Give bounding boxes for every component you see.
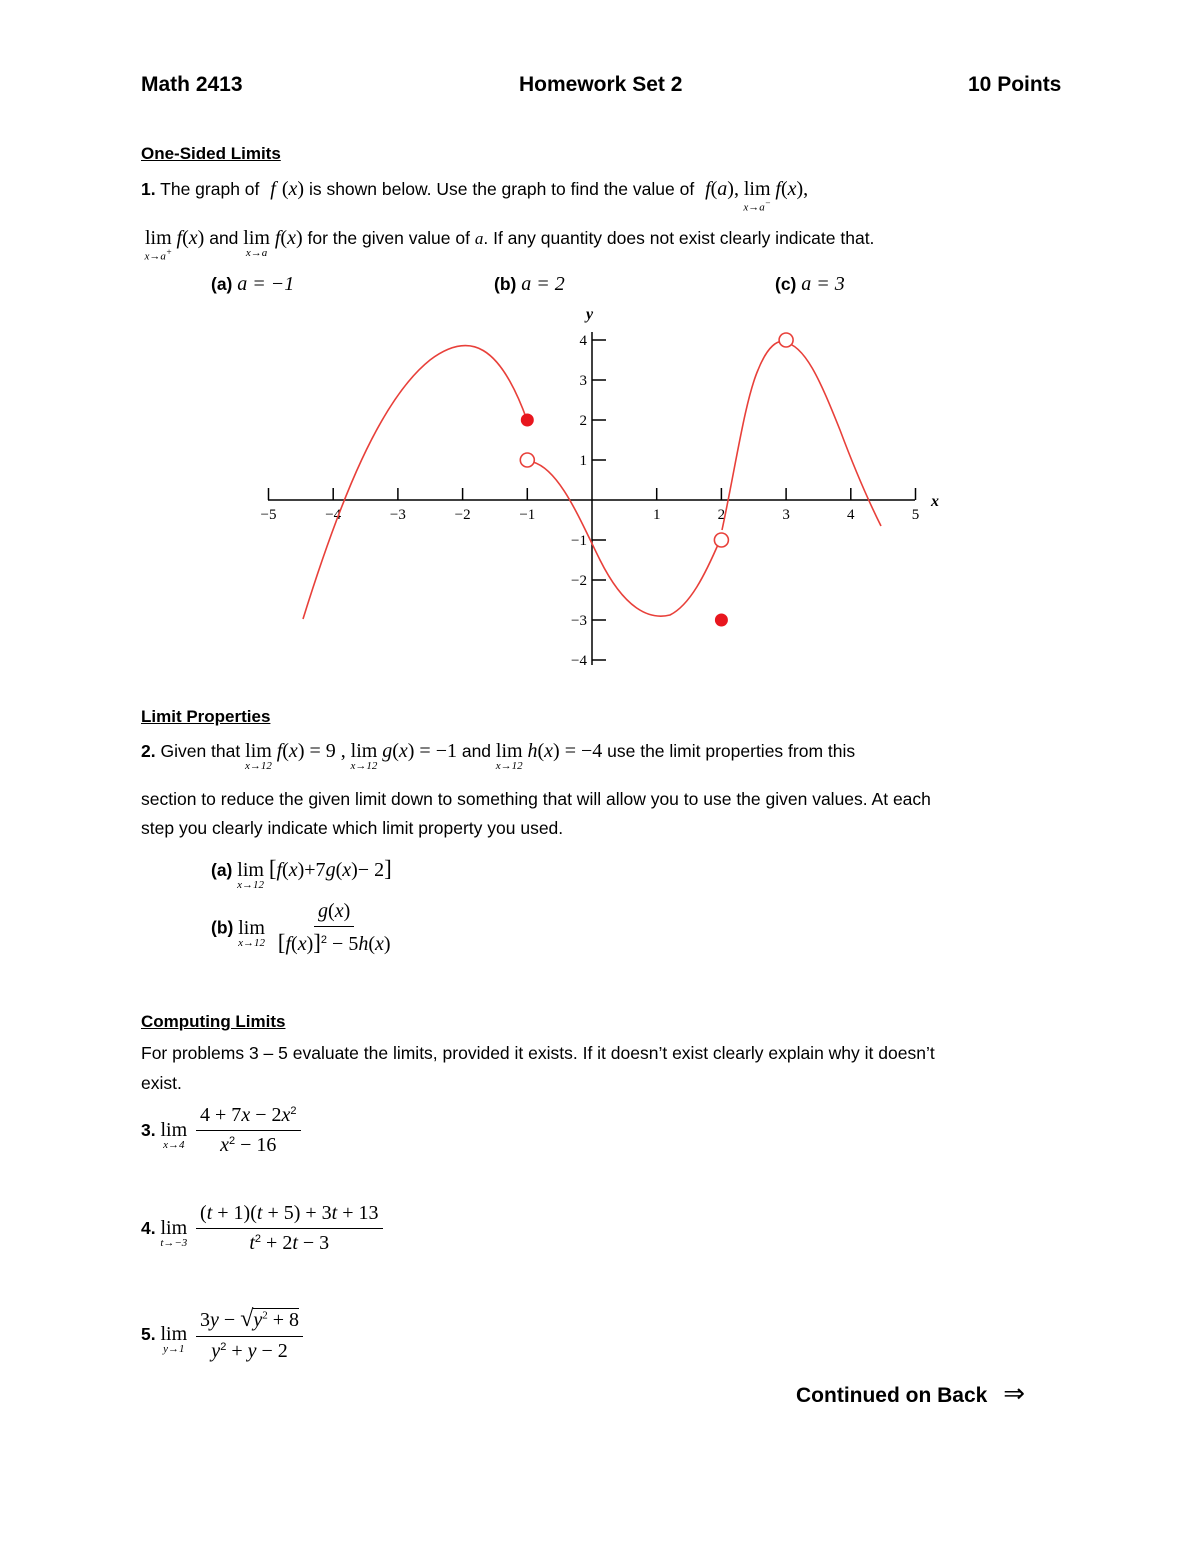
part-value: a = 3 [801, 273, 845, 295]
part-label: (a) [211, 274, 233, 294]
points-label: 10 Points [968, 73, 1062, 96]
problem-3: 3. lim x→4 $\frac{4 + 7x - 2x^2}{x^2 - 16}$ [141, 1104, 301, 1157]
curve-right-branch [722, 342, 881, 530]
axes [268, 332, 915, 665]
open-point [779, 333, 793, 347]
page-title: Homework Set 2 [519, 73, 683, 96]
x-tick-label: −1 [519, 507, 536, 523]
y-tick-label: 3 [579, 373, 587, 389]
open-point [520, 453, 534, 467]
course-name: Math 2413 [141, 73, 243, 96]
problem-number: 1. [141, 179, 156, 199]
y-tick-label: −1 [571, 533, 587, 549]
x-tick-label: 2 [717, 507, 726, 523]
part-label: (a) [211, 860, 233, 880]
y-tick-label: −2 [571, 573, 587, 589]
continued-on-back [796, 1378, 1025, 1409]
section-heading-limit-properties: Limit Properties [141, 707, 271, 726]
part-value: a = 2 [521, 273, 565, 295]
problem-2a: (a) lim x→12 [f(x)+7g(x)− 2] [211, 856, 392, 891]
x-tick-label: −5 [260, 507, 277, 523]
limit-from-left: lim x→a− [743, 178, 771, 214]
and-text: and [461, 741, 492, 761]
two-sided-limit: lim x→a [243, 227, 270, 259]
part-label: (c) [775, 274, 797, 294]
problem-1-line-1: 1. The graph of f (x) is shown below. Use the graph to find the value of f(a), lim x→a− f(x), [141, 178, 809, 214]
x-tick-label: 4 [847, 507, 855, 523]
y-axis-label: y [586, 306, 594, 323]
continued-text: Continued on Back [796, 1384, 988, 1407]
section3-intro-line-2: exist. [141, 1073, 182, 1093]
fraction: $\frac{(t + 1)(t + 5) + 3t + 13}{t^2 + 2t - 3}$ [196, 1202, 382, 1255]
intro-text: for the given value of [307, 228, 470, 248]
fraction: $\frac{g(x)}{[f(x)]^2 - 5h(x)}$ [277, 900, 391, 955]
section-heading-one-sided-limits: One-Sided Limits [141, 144, 281, 163]
intro-text: and [209, 228, 239, 248]
function-graph [0, 0, 1200, 700]
intro-text: is shown below. Use the graph to find the value of [308, 179, 695, 199]
x-tick-label: 1 [652, 507, 661, 523]
filled-point [521, 414, 534, 427]
x-tick-label: 3 [782, 507, 790, 523]
right-arrow-icon: ⇒ [1003, 1378, 1025, 1408]
fraction: $\frac{3y - √y^2 + 8}{y^2 + y - 2}$ [196, 1306, 303, 1363]
given-text: Given that [160, 741, 241, 761]
problem-number: 5. [141, 1324, 156, 1344]
problem-2-line-3: step you clearly indicate which limit property you used. [141, 818, 564, 838]
part-label: (b) [494, 274, 517, 294]
problem-number: 4. [141, 1218, 156, 1238]
y-tick-label: 4 [579, 333, 587, 349]
problem-1-line-2: lim x→a+ f(x) and lim x→a f(x) for the given value of a. If any quantity does not exist clearly indicate that. [144, 227, 875, 263]
filled-point [715, 614, 728, 627]
problem-4: 4. lim t→−3 $\frac{(t + 1)(t + 5) + 3t + 13}{t^2 + 2t - 3}$ [141, 1202, 383, 1255]
x-tick-label: −2 [454, 507, 471, 523]
section3-intro-line-1: For problems 3 – 5 evaluate the limits, provided it exists. If it doesn’t exist clearly explain why it doesn’t [141, 1043, 935, 1063]
y-tick-label: −3 [571, 613, 587, 629]
y-tick-label: −4 [571, 653, 587, 669]
part-value: a = −1 [237, 273, 295, 295]
y-tick-label: 1 [579, 453, 587, 469]
limit-from-right: lim x→a+ [144, 227, 173, 263]
problem-2-line-2: section to reduce the given limit down to something that will allow you to use the given values. At each [141, 789, 931, 809]
problem-5: 5. lim y→1 $\frac{3y - √y^2 + 8}{y^2 + y - 2}$ [141, 1306, 303, 1363]
y-tick-label: 2 [579, 413, 587, 429]
problem-2b: (b) lim x→12 $\frac{g(x)}{[f(x)]^2 - 5h(x)}$ [211, 900, 395, 956]
instruction-text: use the limit properties from this [607, 741, 856, 761]
problem-number: 2. [141, 741, 156, 761]
section-heading-computing-limits: Computing Limits [141, 1012, 286, 1031]
problem-number: 3. [141, 1120, 156, 1140]
intro-text: If any quantity does not exist clearly indicate that. [493, 228, 875, 248]
curve-middle-branch [533, 462, 720, 616]
intro-text: The graph of [160, 179, 260, 199]
x-tick-label: −3 [389, 507, 406, 523]
problem-2-line-1: 2. Given that lim x→12 f(x) = 9 , lim x→12 g(x) = −1 and lim x→12 h(x) = −4 use the limit properties from this [141, 740, 856, 772]
open-point [714, 533, 728, 547]
fraction: $\frac{4 + 7x - 2x^2}{x^2 - 16}$ [196, 1104, 300, 1157]
curve-left-branch [303, 346, 527, 619]
x-tick-label: −4 [325, 507, 342, 523]
x-tick-label: 5 [911, 507, 920, 523]
part-label: (b) [211, 917, 234, 938]
x-axis-label: x [931, 493, 939, 510]
